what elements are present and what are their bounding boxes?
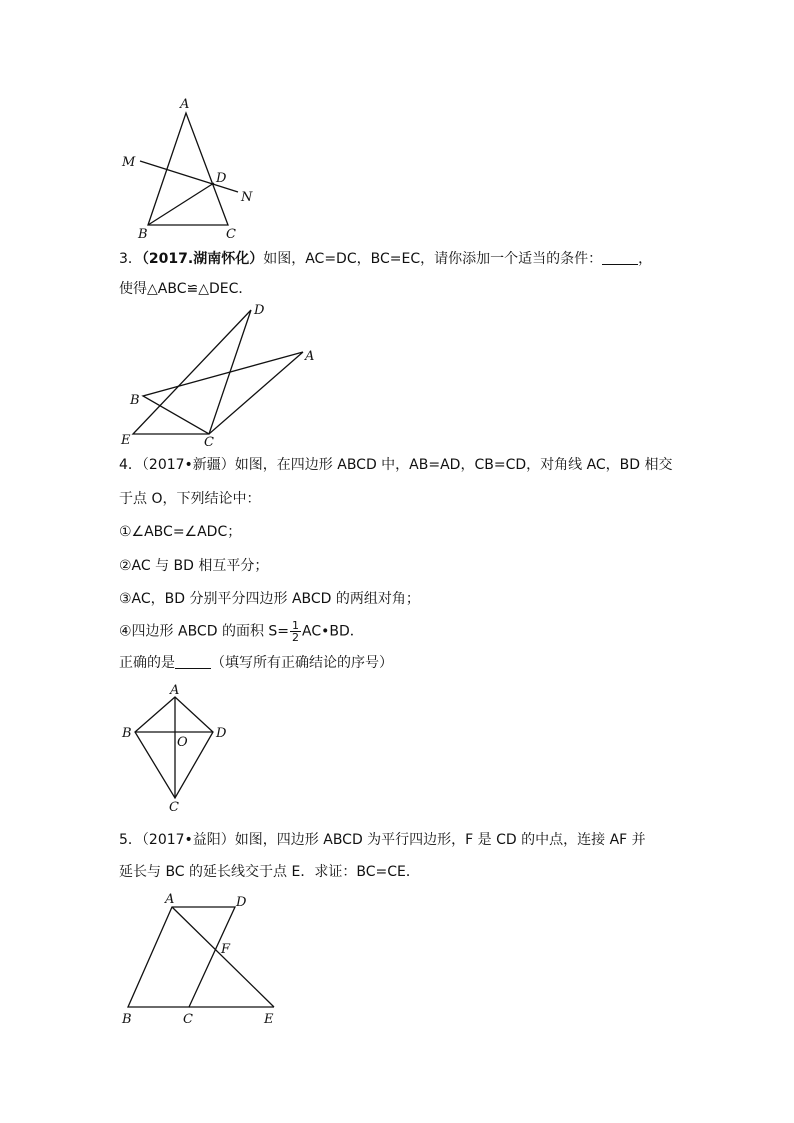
q4-answer-blank[interactable] bbox=[175, 654, 211, 669]
label-e: E bbox=[121, 433, 131, 448]
figure-parallelogram bbox=[112, 888, 287, 1028]
q4-item4-post: AC•BD． bbox=[302, 623, 364, 640]
label-a: A bbox=[305, 349, 315, 364]
label-o: O bbox=[177, 735, 188, 750]
label-c: C bbox=[204, 435, 214, 450]
q4-answer-pre: 正确的是 bbox=[119, 655, 175, 671]
label-c: C bbox=[169, 800, 179, 815]
parallelogram-abcd bbox=[128, 907, 235, 1007]
q4-answer-line bbox=[119, 653, 393, 673]
label-b: B bbox=[122, 1012, 132, 1027]
triangle-dec bbox=[133, 310, 251, 434]
q4-item1: ①∠ABC=∠ADC； bbox=[119, 524, 242, 540]
label-d: D bbox=[216, 726, 227, 741]
label-c: C bbox=[183, 1012, 193, 1027]
q3-text: 如图，AC=DC，BC=EC，请你添加一个适当的条件： bbox=[263, 251, 603, 267]
figure-two-triangles bbox=[115, 300, 325, 450]
q4-item3: ③AC，BD 分别平分四边形 ABCD 的两组对角； bbox=[119, 591, 420, 607]
fraction-denominator: 2 bbox=[292, 631, 300, 644]
label-d: D bbox=[216, 171, 227, 186]
label-d: D bbox=[254, 303, 265, 318]
label-f: F bbox=[221, 942, 231, 957]
label-a: A bbox=[170, 683, 180, 698]
q3-line2: 使得△ABC≌△DEC． bbox=[119, 281, 253, 297]
segment-bd bbox=[148, 183, 214, 225]
label-b: B bbox=[122, 726, 132, 741]
kite-abcd bbox=[135, 697, 213, 798]
q5-line2: 延长与 BC 的延长线交于点 E．求证：BC=CE． bbox=[119, 864, 420, 880]
line-ae bbox=[172, 907, 274, 1007]
q4-line1: 4．（2017•新疆）如图，在四边形 ABCD 中，AB=AD，CB=CD，对角线 AC，BD 相交 bbox=[119, 457, 673, 473]
q4-item2: ②AC 与 BD 相互平分； bbox=[119, 558, 269, 574]
label-m: M bbox=[122, 155, 136, 170]
q4-item4 bbox=[119, 620, 364, 643]
label-b: B bbox=[130, 393, 140, 408]
label-a: A bbox=[180, 97, 190, 112]
label-b: B bbox=[138, 227, 148, 242]
q3-number: 3． bbox=[119, 251, 142, 267]
q4-line2: 于点 O，下列结论中： bbox=[119, 491, 261, 507]
label-a: A bbox=[165, 892, 175, 907]
q4-answer-post: （填写所有正确结论的序号） bbox=[211, 655, 393, 671]
q3-line1 bbox=[119, 249, 652, 269]
q3-source: （2017.湖南怀化） bbox=[141, 251, 264, 267]
label-c: C bbox=[226, 227, 236, 242]
figure-kite bbox=[115, 683, 245, 815]
q3-answer-blank[interactable] bbox=[602, 250, 638, 265]
q3-comma: ， bbox=[638, 251, 653, 267]
q4-item4-pre: ④四边形 ABCD 的面积 S= bbox=[119, 623, 290, 640]
figure-triangle-mn bbox=[110, 92, 270, 242]
triangle-abc bbox=[148, 113, 228, 225]
label-d: D bbox=[236, 895, 247, 910]
q5-line1: 5．（2017•益阳）如图，四边形 ABCD 为平行四边形，F 是 CD 的中点，连接 AF 并 bbox=[119, 832, 646, 848]
fraction-one-half bbox=[290, 620, 301, 643]
fraction-numerator: 1 bbox=[292, 619, 300, 632]
label-n: N bbox=[241, 190, 253, 205]
label-e: E bbox=[264, 1012, 274, 1027]
